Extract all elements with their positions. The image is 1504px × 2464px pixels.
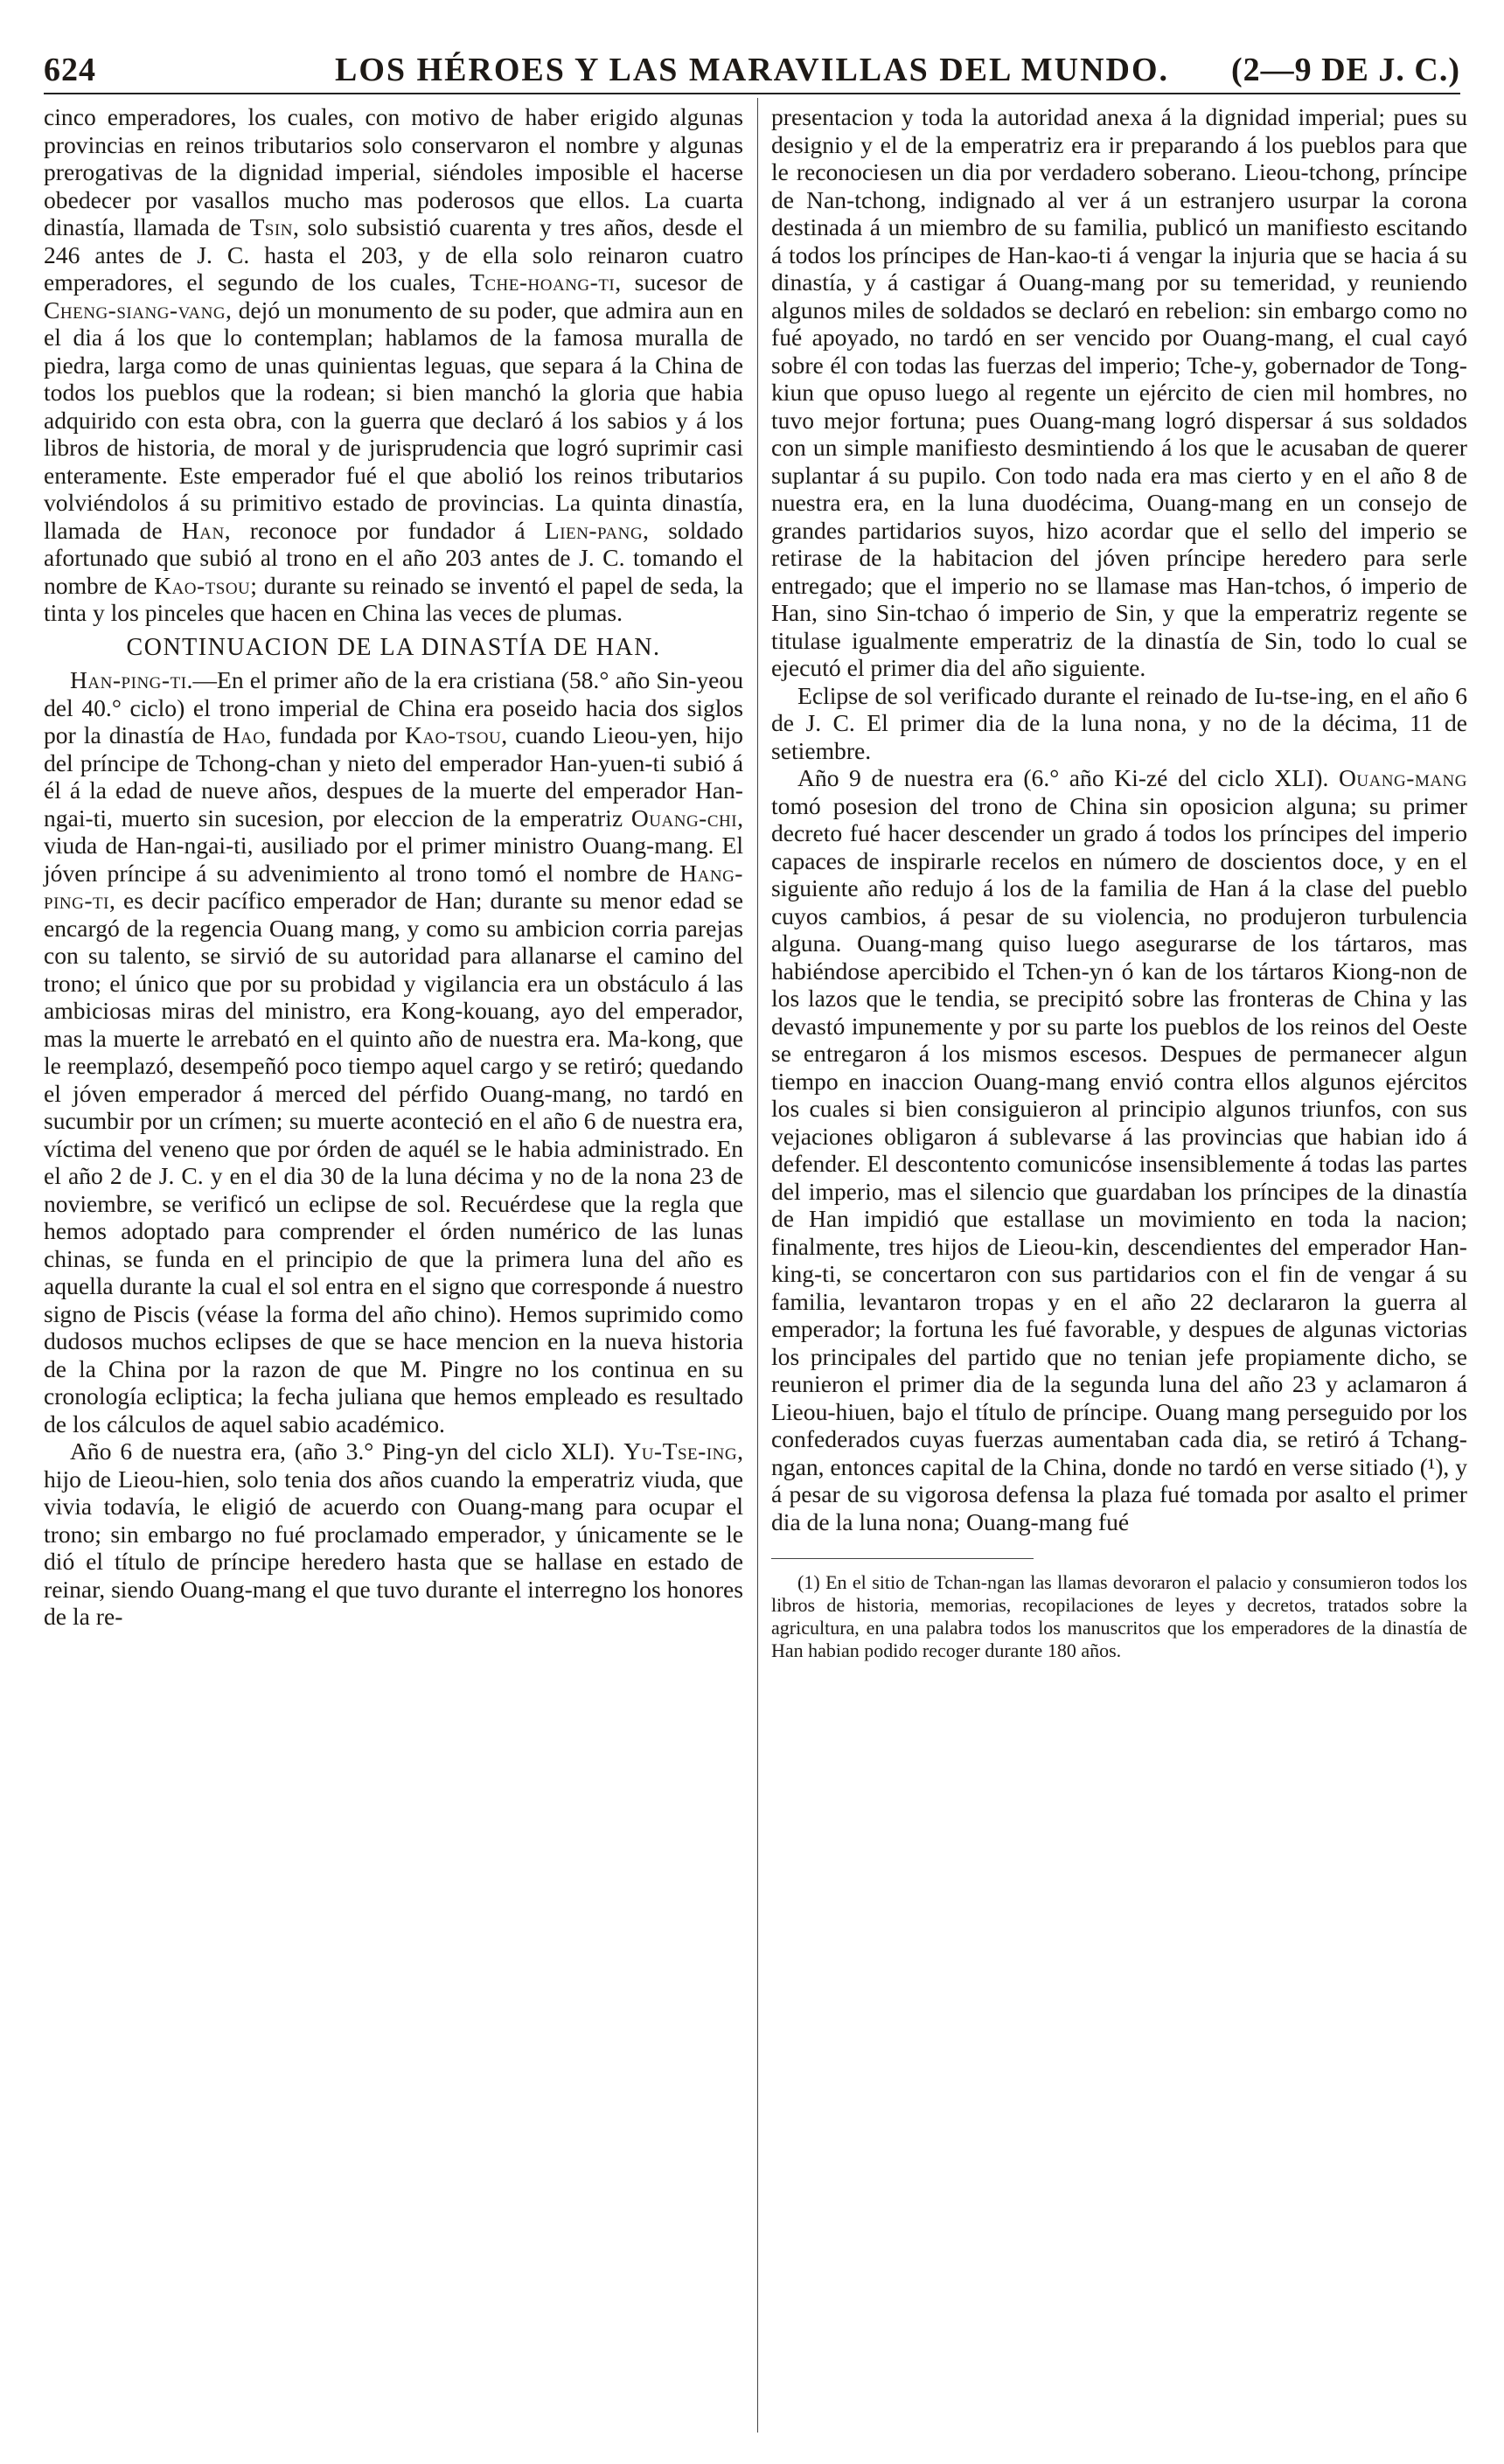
proper-name: Yu-Tse-ing (623, 1437, 738, 1465)
footnote: (1) En el sitio de Tchan-ngan las llamas devoraron el palacio y consumieron todos los libros de historia, memorias, recopilaciones de leyes y decretos, tratados sobre la agricultura, en una palabra todos los manuscritos que los emperadores de la dinastía de Han habian podido recoger durante 180 años. (771, 1571, 1467, 1661)
header-rule (44, 93, 1460, 94)
paragraph: Han-ping-ti.—En el primer año de la era cristiana (58.° año Sin-yeou del 40.° ciclo) el trono imperial de China era poseido hacia dos siglos por la dinastía de Hao, fundada por Kao-tsou, cuando Lieou-yen, hijo del príncipe de Tchong-chan y nieto del emperador Han-yuen-ti subió á él á la edad de nueve años, despues de la muerte del emperador Han-ngai-ti, muerto sin sucesion, por eleccion de la emperatriz Ouang-chi, viuda de Han-ngai-ti, ausiliado por el primer ministro Ouang-mang. El jóven príncipe á su advenimiento al trono tomó el nombre de Hang-ping-ti, es decir pacífico emperador de Han; durante su menor edad se encargó de la regencia Ouang mang, y como su ambicion corria parejas con su talento, se sirvió de su autoridad para allanarse el camino del trono; el único que por su probidad y vigilancia era un obstáculo á las ambiciosas miras del ministro, era Kong-kouang, ayo del emperador, mas la muerte le arrebató en el quinto año de nuestra era. Ma-kong, que le reemplazó, desempeñó poco tiempo aquel cargo y se retiró; quedando el jóven emperador á merced del pérfido Ouang-mang, no tardó en sucumbir por un crímen; su muerte aconteció en el año 6 de nuestra era, víctima del veneno que por órden de aquél se le habia administrado. En el año 2 de J. C. y en el dia 30 de la luna décima y no de la nona 23 de noviembre, se verificó un eclipse de sol. Recuérdese que la regla que hemos adoptado para comprender el órden numérico de las lunas chinas, se funda en el principio de que la primera luna del año es aquella durante la cual el sol entra en el signo que corresponde á nuestro signo de Piscis (véase la forma del año chino). Hemos suprimido como dudosos muchos eclipses de que se hace mencion en la nueva historia de la China por la razon de que M. Pingre no los continua en su cronología ecliptica; la fecha juliana que hemos empleado es resultado de los cálculos de aquel sabio académico. (44, 666, 743, 1437)
paragraph: Eclipse de sol verificado durante el reinado de Iu-tse-ing, en el año 6 de J. C. El primer dia de la luna nona, y no de la décima, 11 de setiembre. (771, 681, 1467, 764)
proper-name: Tsin (249, 213, 293, 240)
proper-name: Ouang-chi (630, 804, 738, 832)
column-divider (757, 98, 758, 2433)
proper-name: Kao-tsou (154, 571, 251, 599)
right-column (771, 103, 1467, 1662)
footnote-ref: (¹) (1419, 1452, 1444, 1480)
date-range: (2—9 DE J. C.) (1230, 52, 1460, 88)
proper-name: Kao-tsou (405, 721, 502, 748)
proper-name: Han-ping-ti (70, 666, 187, 693)
footnote-rule (771, 1558, 1034, 1559)
proper-name: Hang-ping-ti (44, 859, 743, 914)
proper-name: Tche-hoang-ti (469, 268, 616, 296)
running-header (44, 51, 1460, 89)
paragraph: Año 6 de nuestra era, (año 3.° Ping-yn del ciclo XLI). Yu-Tse-ing, hijo de Lieou-hien, solo tenia dos años cuando la emperatriz viuda, que vivia todavía, le eligió de acuerdo con Ouang-mang para ocupar el trono; sin embargo no fué proclamado emperador, y únicamente se le dió el título de príncipe heredero hasta que se hallase en estado de reinar, siendo Ouang-mang el que tuvo durante el interregno los honores de la re- (44, 1437, 743, 1630)
paragraph: cinco emperadores, los cuales, con motivo de haber erigido algunas provincias en reinos tributarios solo conservaron el nombre y algunas prerogativas de la dignidad imperial, siéndoles imposible el hacerse obedecer por vasallos mucho mas poderosos que ellos. La cuarta dinastía, llamada de Tsin, solo subsistió cuarenta y tres años, desde el 246 antes de J. C. hasta el 203, y de ella solo reinaron cuatro emperadores, el segundo de los cuales, Tche-hoang-ti, sucesor de Cheng-siang-vang, dejó un monumento de su poder, que admira aun en el dia á los que lo contemplan; hablamos de la famosa muralla de piedra, larga como de unas quinientas leguas, que separa á la China de todos los pueblos que la rodean; si bien manchó la gloria que habia adquirido con esta obra, con la guerra que declaró á los sabios y á los libros de historia, de moral y de jurisprudencia que logró suprimir casi enteramente. Este emperador fué el que abolió los reinos tributarios volviéndolos á su primitivo estado de provincias. La quinta dinastía, llamada de Han, reconoce por fundador á Lien-pang, soldado afortunado que subió al trono en el año 203 antes de J. C. tomando el nombre de Kao-tsou; durante su reinado se inventó el papel de seda, la tinta y los pinceles que hacen en China las veces de plumas. (44, 103, 744, 626)
running-title: LOS HÉROES Y LAS MARAVILLAS DEL MUNDO. (334, 52, 1170, 88)
paragraph: presentacion y toda la autoridad anexa á la dignidad imperial; pues su designio y el de la emperatriz era ir preparando á los pueblos para que le reconociesen un dia por verdadero soberano. Lieou-tchong, príncipe de Nan-tchong, indignado al ver á un estranjero usurpar la corona destinada á un miembro de su familia, publicó un manifiesto escitando á todos los príncipes de Han-kao-ti á vengar la injuria que se hacia á su dinastía, y á castigar á Ouang-mang por su temeridad, y reuniendo algunos miles de soldados se declaró en rebelion: sin embargo como no fué apoyado, no tardó en ser vencido por Ouang-mang, el cual cayó sobre él con todas las fuerzas del imperio; Tche-y, gobernador de Tong-kiun que opuso luego al regente un ejército de cien mil hombres, no tuvo mejor fortuna; pues Ouang-mang logró dispersar á sus soldados con un simple manifiesto desmintiendo á los que le acusaban de querer suplantar á su pupilo. Con todo nada era mas cierto y en el año 8 de nuestra era, en la luna duodécima, Ouang-mang en un consejo de grandes partidarios suyos, hizo acordar que el sello del imperio se retirase de la habitacion del jóven príncipe heredero para serle entregado; que el imperio no se llamase mas Han-tchos, ó imperio de Han, sino Sin-tchao ó imperio de Sin, y que la emperatriz regente se titulase igualmente emperatriz de la dinastía de Sin, todo lo cual se ejecutó el primer dia del año siguiente. (771, 103, 1467, 681)
proper-name: Lien-pang (544, 516, 644, 544)
proper-name: Cheng-siang-vang (44, 296, 226, 324)
proper-name: Ouang-mang (1338, 764, 1467, 791)
proper-name: Hao (222, 721, 266, 748)
section-heading: CONTINUACION DE LA DINASTÍA DE HAN. (126, 633, 661, 661)
left-column (44, 103, 743, 1631)
proper-name: Han (181, 516, 225, 544)
paragraph: Año 9 de nuestra era (6.° año Ki-zé del ciclo XLI). Ouang-mang tomó posesion del trono de China sin oposicion alguna; su primer decreto fué hacer descender un grado á todos los príncipes del imperio capaces de inspirarle recelos en número de doscientos doce, y en el siguiente año redujo á los de la familia de Han á la clase del pueblo cuyos cambios, á pesar de su violencia, no produjeron turbulencia alguna. Ouang-mang quiso luego asegurarse de los tártaros, mas habiéndose apercibido el Tchen-yn ó kan de los tártaros Kiong-non de los lazos que le tendia, se precipitó sobre las fronteras de China y las devastó impunemente y por su parte los pueblos de los reinos del Oeste se entregaron á los mismos escesos. Despues de permanecer algun tiempo en inaccion Ouang-mang envió contra ellos algunos ejércitos los cuales si bien consiguieron al principio algunos triunfos, con sus vejaciones obligaron á sublevarse á las provincias que habian ido á defender. El descontento comunicóse insensiblemente á todas las partes del imperio, mas el silencio que guardaban los príncipes de la dinastía de Han impidió que estallase un movimiento en toda la nacion; finalmente, tres hijos de Lieou-kin, descendientes del emperador Han-king-ti, se concertaron con sus partidarios con el fin de vengar á su familia, levantaron tropas y en el año 22 declararon la guerra al emperador; la fortuna les fué favorable, y despues de algunas victorias los principales del partido que no tenian jefe propiamente dicho, se reunieron el primer dia de la segunda luna del año 23 y aclamaron á Lieou-hiuen, bajo el título de príncipe. Ouang mang perseguido por los confederados cuyas fuerzas aumentaban cada dia, se retiró á Tchang-ngan, entonces capital de la China, donde no tardó en verse sitiado (¹), y á pesar de su vigorosa defensa la plaza fué tomada por asalto el primer dia de la luna nona; Ouang-mang fué (771, 764, 1467, 1535)
page-number: 624 (44, 52, 96, 88)
